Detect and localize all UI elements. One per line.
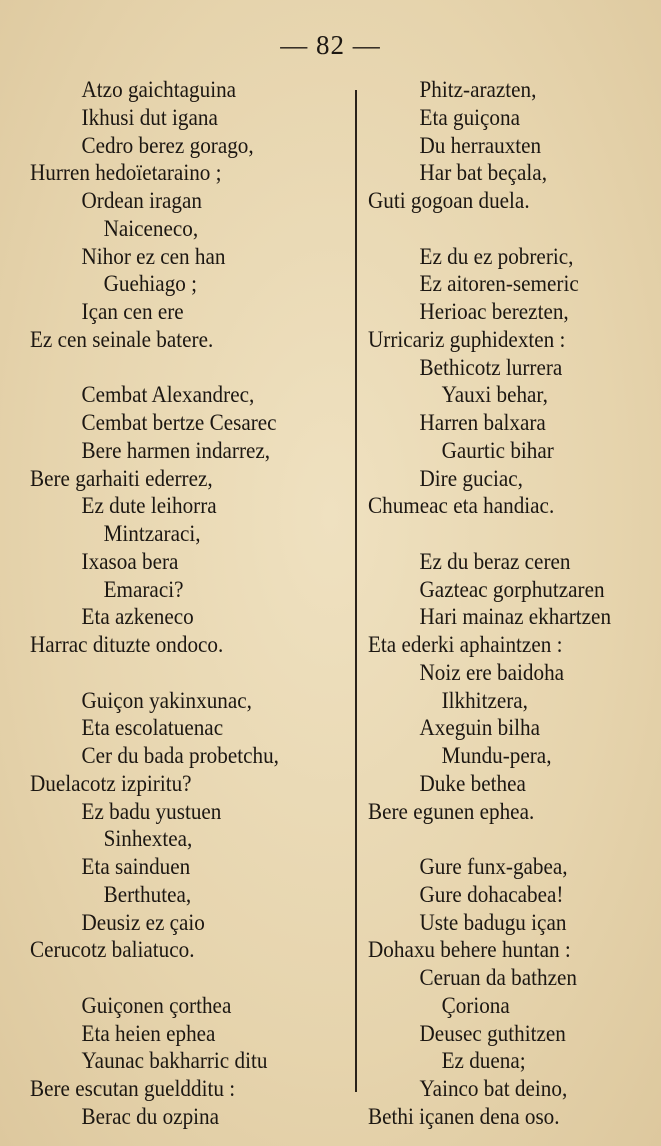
left-verse-line: Duelacotz izpiritu?: [30, 770, 192, 796]
right-verse-line: Hari mainaz ekhartzen: [419, 604, 612, 630]
left-column: [30, 76, 348, 1131]
right-stanza-break: [368, 520, 633, 548]
left-verse-line: Cer du bada probetchu,: [81, 743, 279, 768]
right-verse-line: Gazteac gorphutzaren: [419, 576, 605, 602]
page-number: — 82 —: [280, 30, 381, 60]
left-verse-line: Eta azkeneco: [81, 604, 194, 630]
right-verse-line: Urricariz guphidexten :: [368, 326, 566, 352]
right-verse-line: Deusec guthitzen: [419, 1020, 566, 1046]
left-verse-line: Cembat Alexandrec,: [81, 382, 255, 408]
left-verse-line: Deusiz ez çaio: [81, 909, 205, 935]
right-stanza-break: [368, 215, 633, 243]
left-verse-line: Ordean iragan: [81, 188, 202, 213]
right-verse-line: Har bat beçala,: [419, 160, 547, 186]
right-verse-line: Ez duena;: [441, 1048, 526, 1074]
left-verse-line: Yaunac bakharric ditu: [81, 1048, 268, 1074]
left-verse-line: Hurren hedoïetaraino ;: [30, 160, 222, 186]
right-verse-line: Guti gogoan duela.: [368, 188, 530, 213]
left-verse-line: Guiçon yakinxunac,: [81, 687, 252, 713]
left-verse-line: Cerucotz baliatuco.: [30, 937, 195, 963]
right-verse-line: Eta guiçona: [419, 104, 521, 130]
left-verse-line: Ez cen seinale batere.: [30, 326, 214, 352]
right-verse-line: Bethi içanen dena oso.: [368, 1103, 560, 1129]
right-verse-line: Axeguin bilha: [419, 715, 540, 741]
right-verse-line: Çoriona: [441, 992, 510, 1018]
right-verse-line: Uste badugu içan: [419, 909, 567, 935]
left-verse-line: Nihor ez cen han: [81, 243, 226, 269]
right-column: [368, 76, 656, 1131]
right-verse-line: Herioac berezten,: [419, 299, 569, 324]
left-verse-line: Guiçonen çorthea: [81, 992, 232, 1018]
right-verse-line: Ceruan da bathzen: [419, 965, 577, 990]
right-verse-line: Ilkhitzera,: [441, 687, 528, 713]
left-verse-line: Eta heien ephea: [81, 1020, 216, 1046]
left-verse-line: Ez badu yustuen: [81, 798, 222, 824]
right-verse-line: Dire guciac,: [419, 465, 523, 491]
left-verse-line: Berac du ozpina: [81, 1103, 220, 1129]
left-verse-line: Ixasoa bera: [81, 548, 179, 574]
right-verse-line: Chumeac eta handiac.: [368, 493, 555, 519]
left-verse-line: Sinhextea,: [103, 826, 193, 852]
left-verse-line: Mintzaraci,: [103, 521, 201, 546]
right-verse-line: Mundu-pera,: [441, 743, 552, 768]
right-verse-line: Gure funx-gabea,: [419, 854, 568, 879]
left-verse-line: Eta sainduen: [81, 854, 191, 879]
left-stanza-break: [30, 354, 323, 382]
right-verse-line: Bere egunen ephea.: [368, 798, 535, 824]
left-verse-line: Emaraci?: [103, 576, 184, 602]
left-verse-line: Naiceneco,: [103, 215, 199, 241]
right-verse-line: Ez du beraz ceren: [419, 548, 571, 574]
right-stanza-break: [368, 825, 633, 853]
right-verse-line: Yainco bat deino,: [419, 1076, 568, 1101]
left-verse-line: Cedro berez gorago,: [81, 132, 254, 158]
right-verse-line: Gure dohacabea!: [419, 881, 564, 907]
left-verse-line: Guehiago ;: [103, 271, 198, 297]
left-verse-line: Bere garhaiti ederrez,: [30, 465, 213, 491]
left-verse-line: Bere harmen indarrez,: [81, 437, 271, 463]
right-verse-line: Phitz-arazten,: [419, 77, 537, 102]
right-verse-line: Noiz ere baidoha: [419, 659, 565, 685]
left-verse-line: Atzo gaichtaguina: [81, 77, 237, 102]
left-stanza-break: [30, 964, 323, 992]
left-verse-line: Harrac dituzte ondoco.: [30, 632, 224, 657]
right-verse-line: Gaurtic bihar: [441, 437, 554, 463]
left-verse-line: Içan cen ere: [81, 299, 184, 324]
left-verse-line: Bere escutan gueldditu :: [30, 1076, 236, 1101]
right-verse-line: Du herrauxten: [419, 132, 542, 158]
right-verse-line: Bethicotz lurrera: [419, 354, 563, 380]
right-verse-line: Eta ederki aphaintzen :: [368, 632, 563, 657]
left-verse-line: Berthutea,: [103, 881, 192, 907]
column-divider: [355, 90, 357, 1092]
right-verse-line: Ez du ez pobreric,: [419, 243, 574, 269]
right-verse-line: Dohaxu behere huntan :: [368, 937, 571, 963]
left-verse-line: Cembat bertze Cesarec: [81, 410, 277, 435]
left-verse-line: Ez dute leihorra: [81, 493, 217, 519]
right-verse-line: Harren balxara: [419, 410, 546, 435]
right-verse-line: Duke bethea: [419, 770, 526, 796]
right-verse-line: Ez aitoren-semeric: [419, 271, 579, 297]
left-verse-line: Eta escolatuenac: [81, 715, 224, 741]
right-verse-line: Yauxi behar,: [441, 382, 548, 408]
left-verse-line: Ikhusi dut igana: [81, 104, 218, 130]
left-stanza-break: [30, 659, 323, 687]
